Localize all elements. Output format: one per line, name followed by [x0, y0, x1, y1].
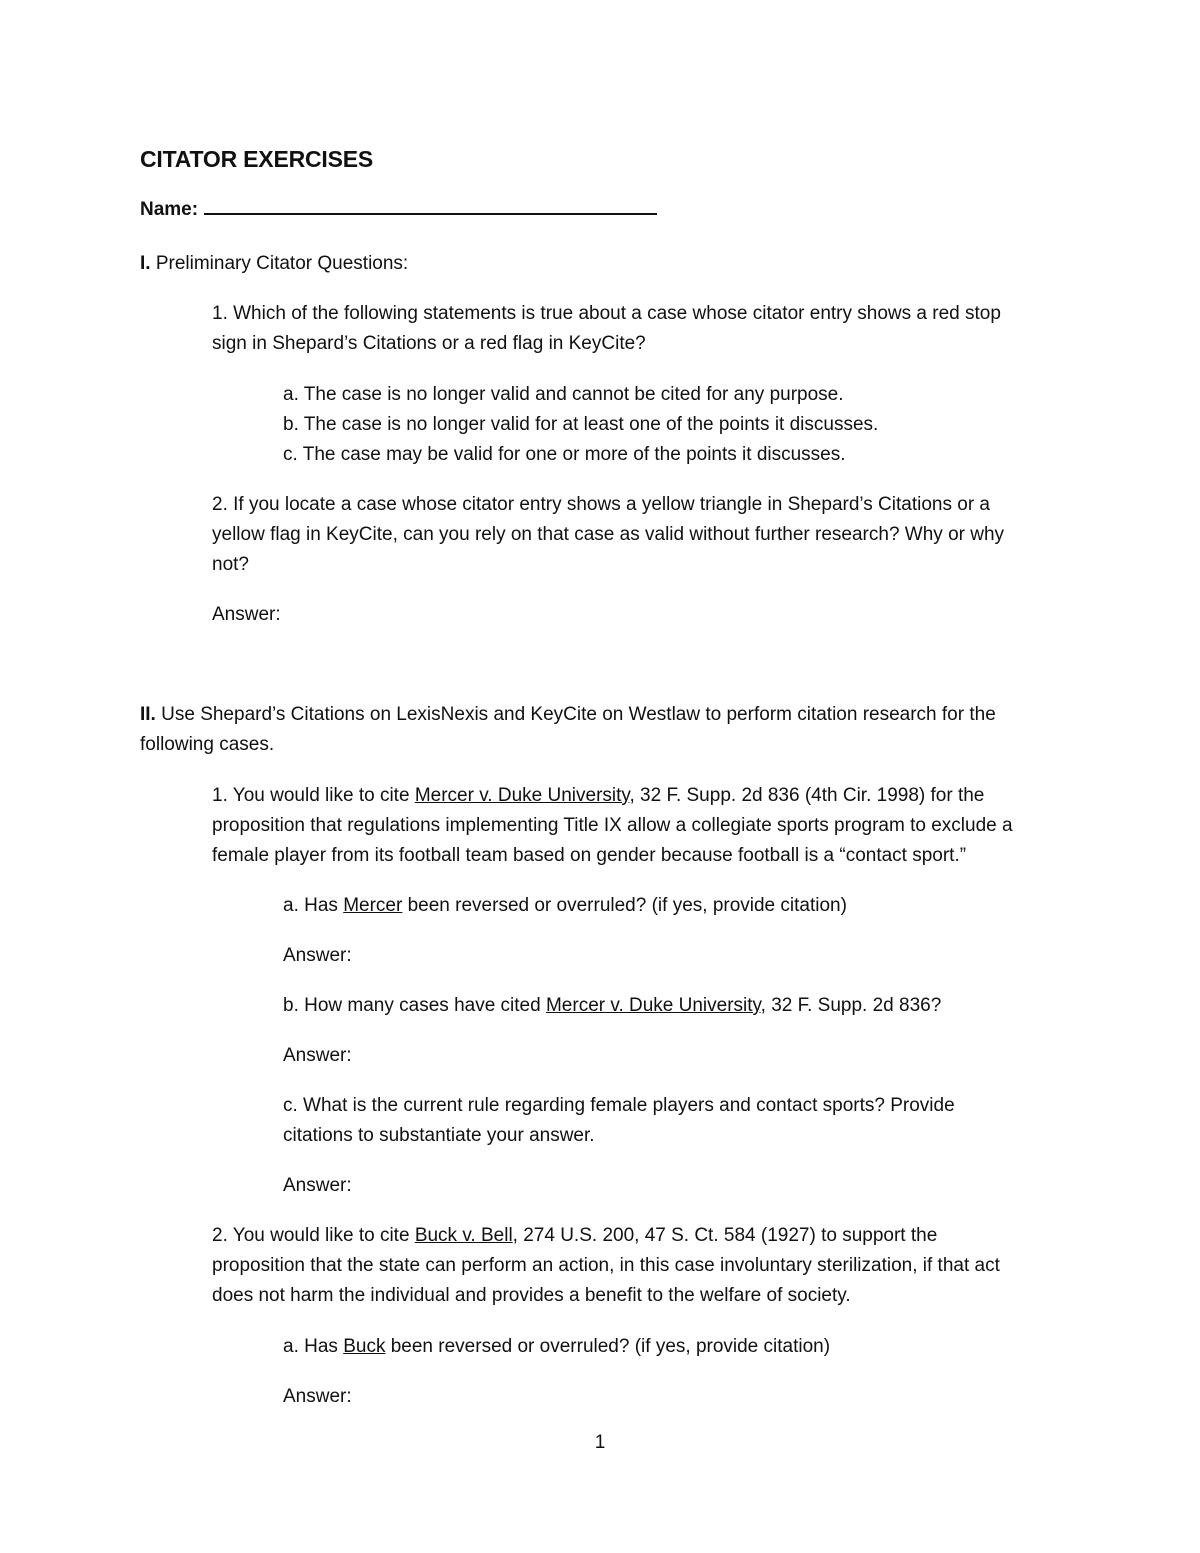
- section-1-title: Preliminary Citator Questions:: [155, 253, 409, 274]
- section-1-heading: [140, 249, 408, 279]
- s2-q1a-pre: a. Has: [283, 895, 344, 916]
- s1-q2-line3: not?: [212, 554, 249, 575]
- s2-q2a-post: been reversed or overruled? (if yes, provide citation): [385, 1336, 831, 1357]
- s2-q1-pre: 1. You would like to cite: [212, 785, 415, 806]
- s2-q2a: [283, 1332, 830, 1362]
- s1-q2-line2: yellow flag in KeyCite, can you rely on that case as valid without further research? Why or why: [212, 524, 1005, 545]
- s1-q1-line2: sign in Shepard’s Citations or a red flag in KeyCite?: [212, 333, 646, 354]
- section-2-title-line1: Use Shepard’s Citations on LexisNexis and KeyCite on Westlaw to perform citation research for the: [161, 704, 996, 725]
- s2-q1a-answer-label: Answer:: [283, 945, 352, 966]
- s2-q1b-answer-label: Answer:: [283, 1045, 352, 1066]
- s2-q1-line1: [212, 781, 984, 811]
- section-2-title-line2: following cases.: [140, 734, 275, 755]
- s2-q1c-line2: citations to substantiate your answer.: [283, 1125, 595, 1146]
- s2-q2-line3: does not harm the individual and provides a benefit to the welfare of society.: [212, 1285, 851, 1306]
- s1-q1-option-b: b. The case is no longer valid for at least one of the points it discusses.: [283, 414, 879, 435]
- s2-q1-post: , 32 F. Supp. 2d 836 (4th Cir. 1998) for the: [629, 785, 985, 806]
- section-1-numeral: I.: [140, 253, 151, 274]
- case-name-mercer-short: Mercer: [343, 895, 403, 916]
- case-name-buck-short: Buck: [343, 1336, 386, 1357]
- s2-q2-line1: [212, 1221, 937, 1251]
- s2-q2-post: , 274 U.S. 200, 47 S. Ct. 584 (1927) to support the: [512, 1225, 938, 1246]
- name-field: [140, 199, 657, 221]
- s2-q2a-answer-label: Answer:: [283, 1386, 352, 1407]
- name-blank-line: [204, 199, 657, 215]
- case-name-mercer: Mercer v. Duke University: [414, 785, 630, 806]
- s1-q1-option-a: a. The case is no longer valid and cannot be cited for any purpose.: [283, 384, 844, 405]
- section-2-heading: [140, 700, 996, 730]
- s2-q1b-pre: b. How many cases have cited: [283, 995, 546, 1016]
- s2-q1b-post: , 32 F. Supp. 2d 836?: [760, 995, 942, 1016]
- s2-q2-pre: 2. You would like to cite: [212, 1225, 415, 1246]
- s2-q1a-post: been reversed or overruled? (if yes, provide citation): [402, 895, 847, 916]
- s2-q2a-pre: a. Has: [283, 1336, 344, 1357]
- s2-q1b: [283, 991, 941, 1021]
- s2-q1-line2: proposition that regulations implementing Title IX allow a collegiate sports program to exclude a: [212, 815, 1013, 836]
- s2-q2-line2: proposition that the state can perform an action, in this case involuntary sterilization, if that act: [212, 1255, 1000, 1276]
- s2-q1a: [283, 891, 847, 921]
- s2-q1c-answer-label: Answer:: [283, 1175, 352, 1196]
- s2-q1-line3: female player from its football team based on gender because football is a “contact sport.”: [212, 845, 967, 866]
- case-name-buck: Buck v. Bell: [414, 1225, 513, 1246]
- page-number: 1: [594, 1432, 606, 1453]
- document-title: CITATOR EXERCISES: [140, 146, 374, 172]
- name-label: Name:: [140, 199, 199, 220]
- s1-q2-line1: 2. If you locate a case whose citator entry shows a yellow triangle in Shepard’s Citations or a: [212, 494, 990, 515]
- section-2-numeral: II.: [140, 704, 156, 725]
- s1-q1-option-c: c. The case may be valid for one or more of the points it discusses.: [283, 444, 846, 465]
- s1-q1-line1: 1. Which of the following statements is true about a case whose citator entry shows a red stop: [212, 303, 1001, 324]
- s1-q2-answer-label: Answer:: [212, 604, 281, 625]
- s2-q1c-line1: c. What is the current rule regarding female players and contact sports? Provide: [283, 1095, 955, 1116]
- case-name-mercer-full: Mercer v. Duke University: [545, 995, 761, 1016]
